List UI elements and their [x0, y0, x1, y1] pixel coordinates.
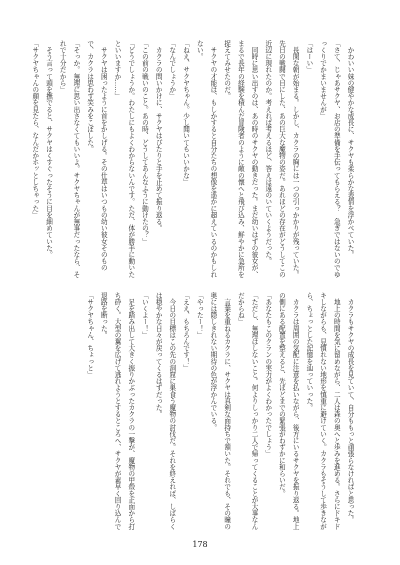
paragraph: 「なんでしょうか」 — [167, 40, 176, 100]
paragraph: 「やったー！」 — [195, 292, 204, 339]
lower-text-block — [26, 292, 356, 532]
paragraph: 同時に思い出すのは、あの時のサクヤの動きだった。まだ幼いはずの彼女が、まるで長年の経験を積んだ冒険者のように敵の懐へと飛び込み、鮮やかに急所を捉えてみせたのだ。 — [222, 40, 259, 278]
paragraph: 「ただし、無理はしないこと。何よりしっかり二人で帰ってくることが大事なんだからね」 — [236, 292, 259, 530]
paragraph: カクラもサクヤの成長を見ていて、自分ももっと頑張らなければと思った。 — [346, 292, 354, 523]
paragraph: 「サクヤちゃん、ちょっと」 — [85, 292, 94, 378]
paragraph: 「この前の戦いのこと。あの時、どうしてあんなふうに動けたの？」 — [140, 40, 149, 245]
paragraph: 「さて、じゃあサクヤ、お店の準備を手伝ってもらえる？ 急ぎではないのでゆっくりでかまいませんが」 — [318, 40, 341, 278]
paragraph: 「ええ、もちろんです！」 — [181, 292, 190, 372]
paragraph: 「あなたもこのクランの実力がよくわかったでしょう」 — [263, 292, 272, 457]
paragraph: 足を踏み出して大きく振りかぶったカクラの一撃が、魔物の甲殻を正面から打ち砕く。大型の翼を広げて逃れようとするところへ、サクヤが素早く回り込んで退路を断った。 — [99, 292, 135, 530]
paragraph: 長閑な朝が始まる。しかし、カクラの胸には一つの引っかかりが残っていた。先日の戦闘で目にした、あの巨大な魔物の姿だ。あれほどの存在がどうしてこの近辺に現れたのか。考えれば考えるほど、答えは遠のいていくようだった。 — [263, 40, 300, 278]
paragraph: そう言って頭を撫でると、サクヤはくすぐったそうに目を細めていた。 — [44, 40, 53, 258]
paragraph: サクヤの才能は、もしかすると自分たちの想像を遥かに超えているのかもしれない。 — [195, 40, 217, 278]
upper-text-block — [26, 40, 356, 280]
paragraph: 「ねえ、サクヤちゃん。少し聞いてもいいかな」 — [181, 40, 190, 186]
paragraph: カクラは周囲の気配に注意を払いながら、後方にいるサクヤを振り返る。地上の側にある配置を整えると、先ほどまでの緊張がわずかに和らいだ。 — [277, 292, 300, 530]
paragraph: 「いくよー！」 — [140, 292, 149, 339]
paragraph: かわいい妹の健やかな成長に、サクヤも柔らかな表情を浮かべていた。 — [346, 40, 354, 258]
paragraph: 「サクヤちゃんの顔を見たら、なんだかホッとしちゃった」 — [30, 40, 39, 219]
page-number: 178 — [192, 540, 208, 549]
paragraph: サクヤは困ったように首をかしげる。その仕草はいつもの幼い彼女そのもので、カクラは思わず笑みをこぼした。 — [85, 40, 108, 271]
paragraph: カクラの問いかけに、サクヤはぴたりと手を止めて振り返る。 — [154, 40, 163, 232]
paragraph: 地上の時間を気に留めながら、二人は森の奥へと歩みを進める。さらにドキドキしながらも、見慣れない地形を慎重に避けていく。カクラもそうして歩きながら、ちょっとした記憶を辿っていった。 — [304, 292, 341, 530]
paragraph: 「そっか。無理に思い出さなくてもいいよ。サクヤちゃんが無事だったなら、それで十分だから」 — [58, 40, 80, 278]
paragraph: 今日の目標はこの先の洞窟に巣食う魔物の討伐だ。それを終えれば、しばらくは穏やかな日々が戻ってくるはずだった。 — [154, 292, 176, 530]
paragraph: 「はーい」 — [304, 40, 313, 73]
paragraph: 「どうでしょうか。わたしにもよくわからないんです。ただ、体が勝手に動いたといいますか……」 — [113, 40, 135, 278]
paragraph: 言葉を重ねるカクラに、サクヤは真剣な面持ちで頷いた。それでも、その瞳の奥には隠しきれない期待の色が浮かんでいる。 — [208, 292, 231, 530]
